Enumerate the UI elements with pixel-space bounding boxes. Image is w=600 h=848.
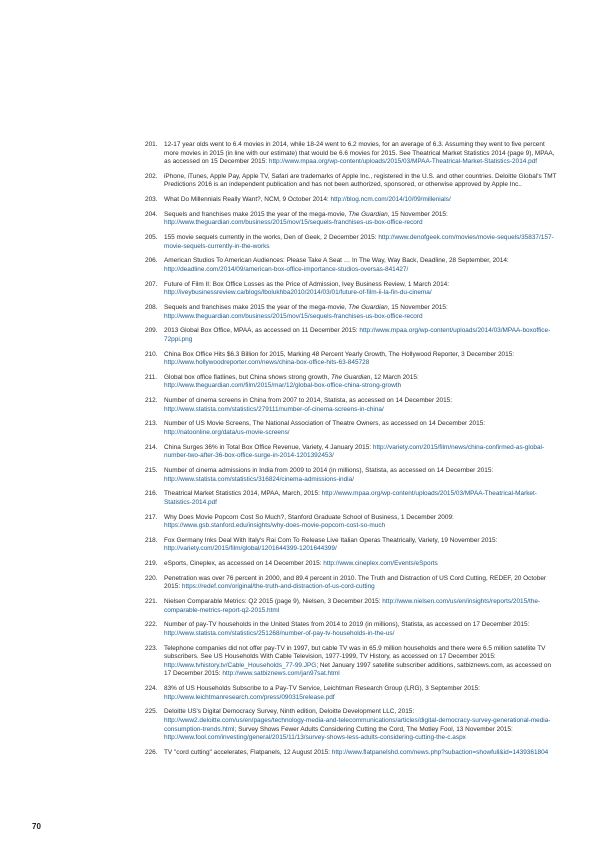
endnote — [145, 444, 557, 461]
endnote — [145, 327, 557, 344]
endnote-number: 202. — [145, 172, 158, 180]
page-number: 70 — [32, 822, 41, 831]
endnote-number: 225. — [145, 708, 158, 716]
endnote — [145, 537, 557, 554]
endnote-link[interactable]: http://www.statista.com/statistics/251268/number-of-pay-tv-households-in-the-us/ — [164, 629, 395, 637]
endnote — [145, 281, 557, 298]
endnote-text — [164, 537, 557, 554]
endnote-number: 221. — [145, 598, 158, 606]
endnote — [145, 685, 557, 702]
endnote-text-segment: Number of cinema screens in China from 2007 to 2014, Statista, as accessed on 14 December 2015: — [164, 397, 453, 405]
endnote-link[interactable]: http://www.theguardian.com/film/2015/mar/12/global-box-office-china-strong-growth — [164, 382, 402, 390]
endnote — [145, 196, 557, 205]
endnote-link[interactable]: http://www.theguardian.com/business/2015/nov/15/sequels-franchises-us-box-office-record — [164, 219, 423, 227]
endnote-text-segment: China Surges 36% in Total Box Office Revenue, Variety, 4 January 2015: — [164, 443, 373, 451]
endnote-link[interactable]: https://redef.com/original/the-truth-and-distraction-of-us-cord-cutting — [181, 583, 375, 591]
endnote-number: 222. — [145, 621, 158, 629]
endnote-text-segment: Number of US Movie Screens, The National Association of Theatre Owners, as accessed on 14 December 2015: — [164, 420, 486, 428]
endnote-number: 209. — [145, 327, 158, 335]
endnote-text — [164, 234, 557, 251]
endnote-text-segment: 2013 Global Box Office, MPAA, as accessed on 11 December 2015: — [164, 327, 360, 335]
endnotes-list — [145, 141, 557, 764]
endnote-text-segment: Future of Film II: Box Office Losses as the Price of Admission, Ivey Business Review, 1 March 2014: — [164, 280, 450, 288]
endnote-link[interactable]: http://iveybusinessreview.ca/blogs/lbolukhba2010/2014/03/01/future-of-film-ii-la-fin-du-cinema/ — [164, 289, 432, 297]
endnote — [145, 234, 557, 251]
endnote — [145, 749, 557, 758]
endnote-text-segment: iPhone, iTunes, Apple Pay, Apple TV, Safari are trademarks of Apple Inc., registered in the U.S. and other countries. Deloitte Global's TMT Predictions 2016 is an independent publication and has not been authorized, sponsored, or otherwise approved by Apple Inc.. — [164, 172, 557, 189]
endnote-link[interactable]: http://blog.ncm.com/2014/10/09/millenials/ — [330, 196, 451, 204]
endnote-text-segment: TV "cord cutting" accelerates, Flatpanels, 12 August 2015: — [164, 748, 332, 756]
endnote — [145, 560, 557, 569]
endnote-number: 218. — [145, 536, 158, 544]
endnote-link[interactable]: http://www.statista.com/statistics/316824/cinema-admissions-india/ — [164, 475, 354, 483]
endnote-link[interactable]: http://www.mpaa.org/wp-content/uploads/2015/03/MPAA-Theatrical-Market-Statistics-2014.pdf — [268, 158, 538, 166]
endnote-text — [164, 211, 557, 228]
endnote-text — [164, 467, 557, 484]
endnote-text — [164, 575, 557, 592]
endnote-number: 206. — [145, 257, 158, 265]
endnote-number: 210. — [145, 350, 158, 358]
endnote-link[interactable]: http://deadline.com/2014/09/american-box-office-importance-studios-oversas-841427/ — [164, 266, 409, 273]
endnote-number: 204. — [145, 210, 158, 218]
endnote-text-segment: , 15 November 2015: — [387, 303, 448, 311]
endnote-number: 219. — [145, 560, 158, 568]
endnote-number: 224. — [145, 685, 158, 693]
endnote-text — [164, 514, 557, 531]
endnote-text — [164, 397, 557, 414]
endnote-link[interactable]: http://www2.deloitte.com/us/en/pages/technology-media-and-telecommunications/articles/digital-democracy-survey-generational-media-consumption-trends.html — [164, 716, 551, 733]
endnote-text-segment: Nielsen Comparable Metrics: Q2 2015 (page 9), Nielsen, 3 December 2015: — [164, 598, 383, 606]
endnote-text-segment: , 15 November 2015: — [387, 210, 448, 218]
endnote — [145, 645, 557, 679]
endnote-number: 201. — [145, 141, 158, 148]
endnote-text — [164, 708, 557, 742]
endnote — [145, 257, 557, 274]
endnote-text — [164, 598, 557, 615]
endnote-text-segment: ; Net January 1997 satellite subscriber additions, satbiznews.com, as accessed on 17 December 2015: — [164, 661, 552, 678]
endnote-text — [164, 621, 557, 638]
endnote-link[interactable]: http://www.mpaa.org/wp-content/uploads/2015/03/MPAA-Theatrical-Market-Statistics-2014.pdf — [164, 490, 537, 506]
endnote-text-segment: Theatrical Market Statistics 2014, MPAA, March, 2015: — [164, 490, 322, 498]
publication-title: The Guardian — [348, 303, 388, 311]
publication-title: The Guardian — [348, 210, 388, 218]
endnote-link[interactable]: http://www.fool.com/investing/general/2015/11/13/survey-shows-less-adults-considering-cutting-the-c.aspx — [164, 734, 466, 742]
endnote-number: 208. — [145, 303, 158, 311]
endnote-text-segment: Deloitte US's Digital Democracy Survey, Ninth edition, Deloitte Development LLC, 2015: — [164, 708, 415, 716]
endnote-text-segment: , 12 March 2015: — [370, 373, 419, 381]
endnote-text-segment: Sequels and franchises make 2015 the year of the mega-movie, — [164, 210, 349, 218]
endnote-link[interactable]: http://www.flatpanelshd.com/news.php?subaction=showfull&id=1439361804 — [331, 748, 549, 756]
endnote-text — [164, 141, 557, 167]
endnote-number: 220. — [145, 574, 158, 582]
endnote-number: 211. — [145, 373, 158, 381]
endnote — [145, 598, 557, 615]
endnote — [145, 141, 557, 167]
endnote-text — [164, 645, 557, 679]
endnote-number: 214. — [145, 443, 158, 451]
endnote-number: 203. — [145, 196, 158, 204]
endnote-link[interactable]: http://www.statista.com/statistics/279111/number-of-cinema-screens-in-china/ — [164, 405, 384, 413]
endnote-text-segment: Why Does Movie Popcorn Cost So Much?, Stanford Graduate School of Business, 1 December 2009: — [164, 513, 454, 521]
endnote-link[interactable]: http://natoonline.org/data/us-movie-screens/ — [164, 428, 290, 436]
endnote-link[interactable]: http://www.tvhistory.tv/Cable_Households_77-99.JPG — [164, 661, 317, 669]
endnote-text — [164, 420, 557, 437]
endnote-number: 217. — [145, 513, 158, 521]
endnote-link[interactable]: http://www.nielsen.com/us/en/insights/reports/2015/the-comparable-metrics-report-q2-2015.html — [164, 598, 541, 614]
endnote-text-segment: Fox Germany Inks Deal With Italy's Rai Com To Release Live Italian Operas Theatrically, Variety, 19 November 2015: — [164, 536, 498, 544]
endnote-link[interactable]: https://www.gsb.stanford.edu/insights/why-does-movie-popcorn-cost-so-much — [164, 522, 386, 530]
endnote-link[interactable]: http://www.mpaa.org/wp-content/uploads/2014/03/MPAA-boxoffice-72ppi.png — [164, 327, 551, 343]
endnote-text-segment: Telephone companies did not offer pay-TV in 1997, but cable TV was in 65.9 million households and there were 6.5 million satellite TV subscribers. See US Households With Cable Television, 1977-1999, TV History, as accessed on 17 December 2015: — [164, 644, 546, 661]
endnote — [145, 397, 557, 414]
endnote — [145, 211, 557, 228]
endnote — [145, 621, 557, 638]
endnote-number: 207. — [145, 280, 158, 288]
endnote-text-segment: 83% of US Households Subscribe to a Pay-TV Service, Leichtman Research Group (LRG), 3 September 2015: — [164, 685, 480, 693]
endnote — [145, 490, 557, 507]
endnote-text-segment: 155 movie sequels currently in the works, Den of Geek, 2 December 2015: — [164, 234, 379, 242]
endnote — [145, 708, 557, 742]
endnote-link[interactable]: http://variety.com/2015/film/news/china-confirmed-as-global-number-two-after-36-box-office-surge-in-2014-1201392453/ — [164, 443, 545, 460]
endnote-text-segment: 12-17 year olds went to 6.4 movies in 2014, while 18-24 went to 6.2 movies, for an average of 6.3. Assuming they went to five percent more movies in 2015 (in line with our estimate) that would be 6.6 movies for 2015. See Theatrical Market Statistics 2014 (page 9), MPAA, as accessed on 15 December 2015: — [164, 141, 555, 166]
endnote-text — [164, 685, 557, 702]
endnote-text-segment: China Box Office Hits $6.3 Billion for 2015, Marking 48 Percent Yearly Growth, The Hollywood Reporter, 3 December 2015: — [164, 350, 515, 358]
endnote-text-segment: American Studios To American Audiences: Please Take A Seat … In The Way, Way Back, Deadline, 28 September, 2014: — [164, 257, 509, 265]
endnote-text-segment: eSports, Cineplex, as accessed on 14 December 2015: — [164, 560, 324, 568]
endnote-link[interactable]: http://www.theguardian.com/business/2015/nov/15/sequels-franchises-us-box-office-record — [164, 312, 423, 320]
endnote-number: 215. — [145, 466, 158, 474]
endnote-text — [164, 327, 557, 344]
endnote-text — [164, 749, 557, 758]
endnote — [145, 575, 557, 592]
endnote — [145, 304, 557, 321]
endnote-text-segment: Global box office flatlines, but China shows strong growth, — [164, 373, 331, 381]
endnote-text — [164, 173, 557, 190]
endnote-number: 223. — [145, 644, 158, 652]
endnote — [145, 467, 557, 484]
endnote-link[interactable]: http://www.denofgeek.com/movies/movie-sequels/35837/157-movie-sequels-currently-in-the-works — [164, 234, 554, 250]
endnote-number: 226. — [145, 748, 158, 756]
endnote — [145, 374, 557, 391]
endnote-text — [164, 444, 557, 461]
endnote-number: 212. — [145, 397, 158, 405]
endnote-text-segment: What Do Millennials Really Want?, NCM, 9 October 2014: — [164, 196, 331, 204]
endnote-text-segment: Number of pay-TV households in the United States from 2014 to 2019 (in millions), Statista, as accessed on 17 December 2015: — [164, 621, 530, 629]
endnote-link[interactable]: http://www.satbiznews.com/jan97sat.html — [222, 670, 340, 678]
endnote-link[interactable]: http://variety.com/2015/film/global/1201644399-1201644399/ — [164, 545, 337, 553]
endnote-text-segment: Number of cinema admissions in India from 2009 to 2014 (in millions), Statista, as accessed on 14 December 2015: — [164, 466, 494, 474]
endnote-text-segment: ; Survey Shows Fewer Adults Considering Cutting the Cord, The Motley Fool, 13 November 2015: — [234, 725, 513, 733]
endnote — [145, 351, 557, 368]
endnote-text-segment: Sequels and franchises make 2015 the year of the mega-movie, — [164, 303, 349, 311]
endnote-number: 216. — [145, 490, 158, 498]
endnote — [145, 420, 557, 437]
endnote-text — [164, 257, 557, 274]
endnote — [145, 514, 557, 531]
endnote-link[interactable]: http://www.cineplex.com/Events/eSports — [323, 560, 438, 568]
endnote-text-segment: Penetration was over 76 percent in 2000, and 89.4 percent in 2010. The Truth and Distraction of US Cord Cutting, REDEF, 20 October 2015: — [164, 574, 547, 591]
endnote-text — [164, 304, 557, 321]
endnote-text — [164, 196, 557, 205]
publication-title: The Guardian — [331, 373, 371, 381]
endnote-text — [164, 374, 557, 391]
endnote-number: 213. — [145, 420, 158, 428]
endnote — [145, 173, 557, 190]
endnote-link[interactable]: http://www.hollywoodreporter.com/news/china-box-office-hits-63-845728 — [164, 359, 370, 367]
endnote-text — [164, 490, 557, 507]
endnote-text — [164, 351, 557, 368]
endnote-text — [164, 560, 557, 569]
endnote-link[interactable]: http://www.leichtmanresearch.com/press/090315release.pdf — [164, 693, 335, 701]
endnote-number: 205. — [145, 234, 158, 242]
endnote-text — [164, 281, 557, 298]
